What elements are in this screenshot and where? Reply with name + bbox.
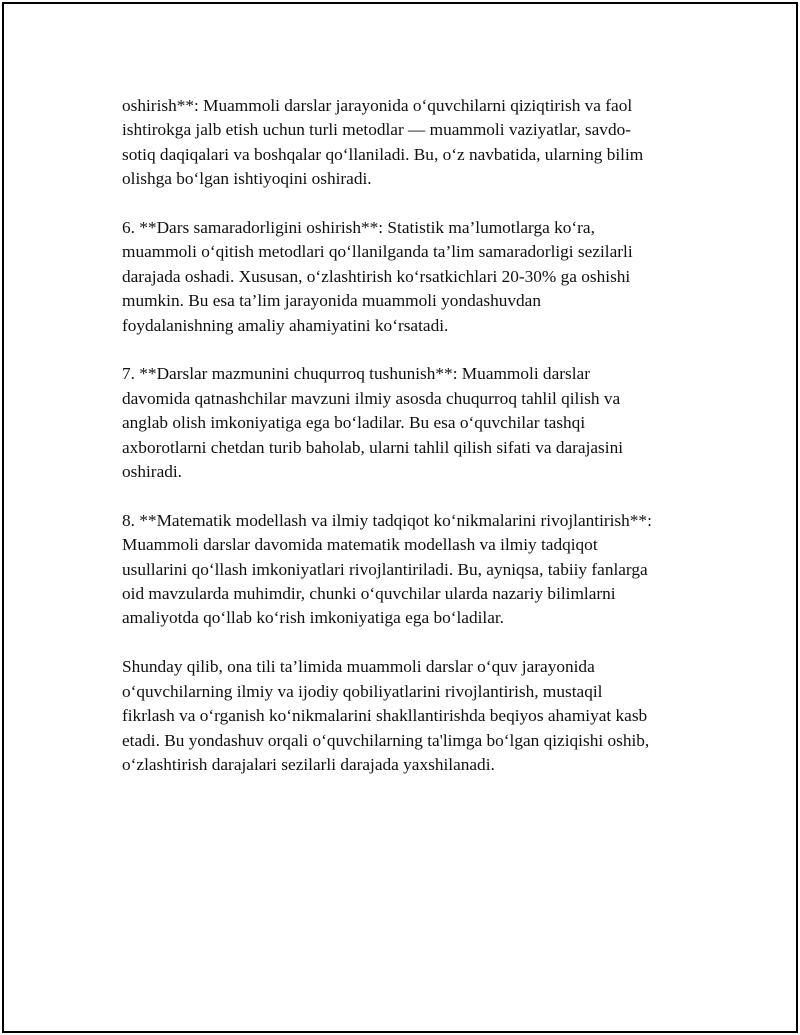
paragraph-item-6: 6. **Dars samaradorligini oshirish**: Statistik ma’lumotlarga ko‘ra, muammoli o‘qitish metodlari qo‘llanilganda ta’lim samaradorligi sezilarli darajada oshadi. Xususan, o‘zlashtirish ko‘rsatkichlari 20-30% ga oshishi mumkin. Bu esa ta’lim jarayonida muammoli yondashuvdan foydalanishning amaliy ahamiyatini ko‘rsatadi. bbox=[122, 218, 633, 335]
document-body bbox=[122, 94, 692, 802]
paragraph-conclusion: Shunday qilib, ona tili ta’limida muammoli darslar o‘quv jarayonida o‘quvchilarning ilmiy va ijodiy qobiliyatlarini rivojlantirish, mustaqil fikrlash va o‘rganish ko‘nikmalarini shakllantirishda beqiyos ahamiyat kasb etadi. Bu yondashuv orqali o‘quvchilarning ta'limga bo‘lgan qiziqishi oshib, o‘zlashtirish darajalari sezilarli darajada yaxshilanadi. bbox=[122, 657, 650, 774]
paragraph-item-8: 8. **Matematik modellash va ilmiy tadqiqot ko‘nikmalarini rivojlantirish**: Muammoli darslar davomida matematik modellash va ilmiy tadqiqot usullarini qo‘llash imkoniyatlari rivojlantiriladi. Bu, ayniqsa, tabiiy fanlarga oid mavzularda muhimdir, chunki o‘quvchilar ularda nazariy bilimlarni amaliyotda qo‘llab ko‘rish imkoniyatiga ega bo‘ladilar. bbox=[122, 510, 652, 628]
paragraph-continuation: oshirish**: Muammoli darslar jarayonida o‘quvchilarni qiziqtirish va faol ishtirokga jalb etish uchun turli metodlar — muammoli vaziyatlar, savdo- sotiq daqiqalari va boshqalar qo‘llaniladi. Bu, o‘z navbatida, ularning bilim olishga bo‘lgan ishtiyoqini oshiradi. bbox=[122, 96, 644, 189]
paragraph-item-7: 7. **Darslar mazmunini chuqurroq tushunish**: Muammoli darslar davomida qatnashchilar mavzuni ilmiy asosda chuqurroq tahlil qilish va anglab olish imkoniyatiga ega bo‘ladilar. Bu esa o‘quvchilar tashqi axborotlarni chetdan turib baholab, ularni tahlil qilish sifati va darajasini oshiradi. bbox=[122, 364, 624, 482]
document-page bbox=[2, 2, 798, 1033]
